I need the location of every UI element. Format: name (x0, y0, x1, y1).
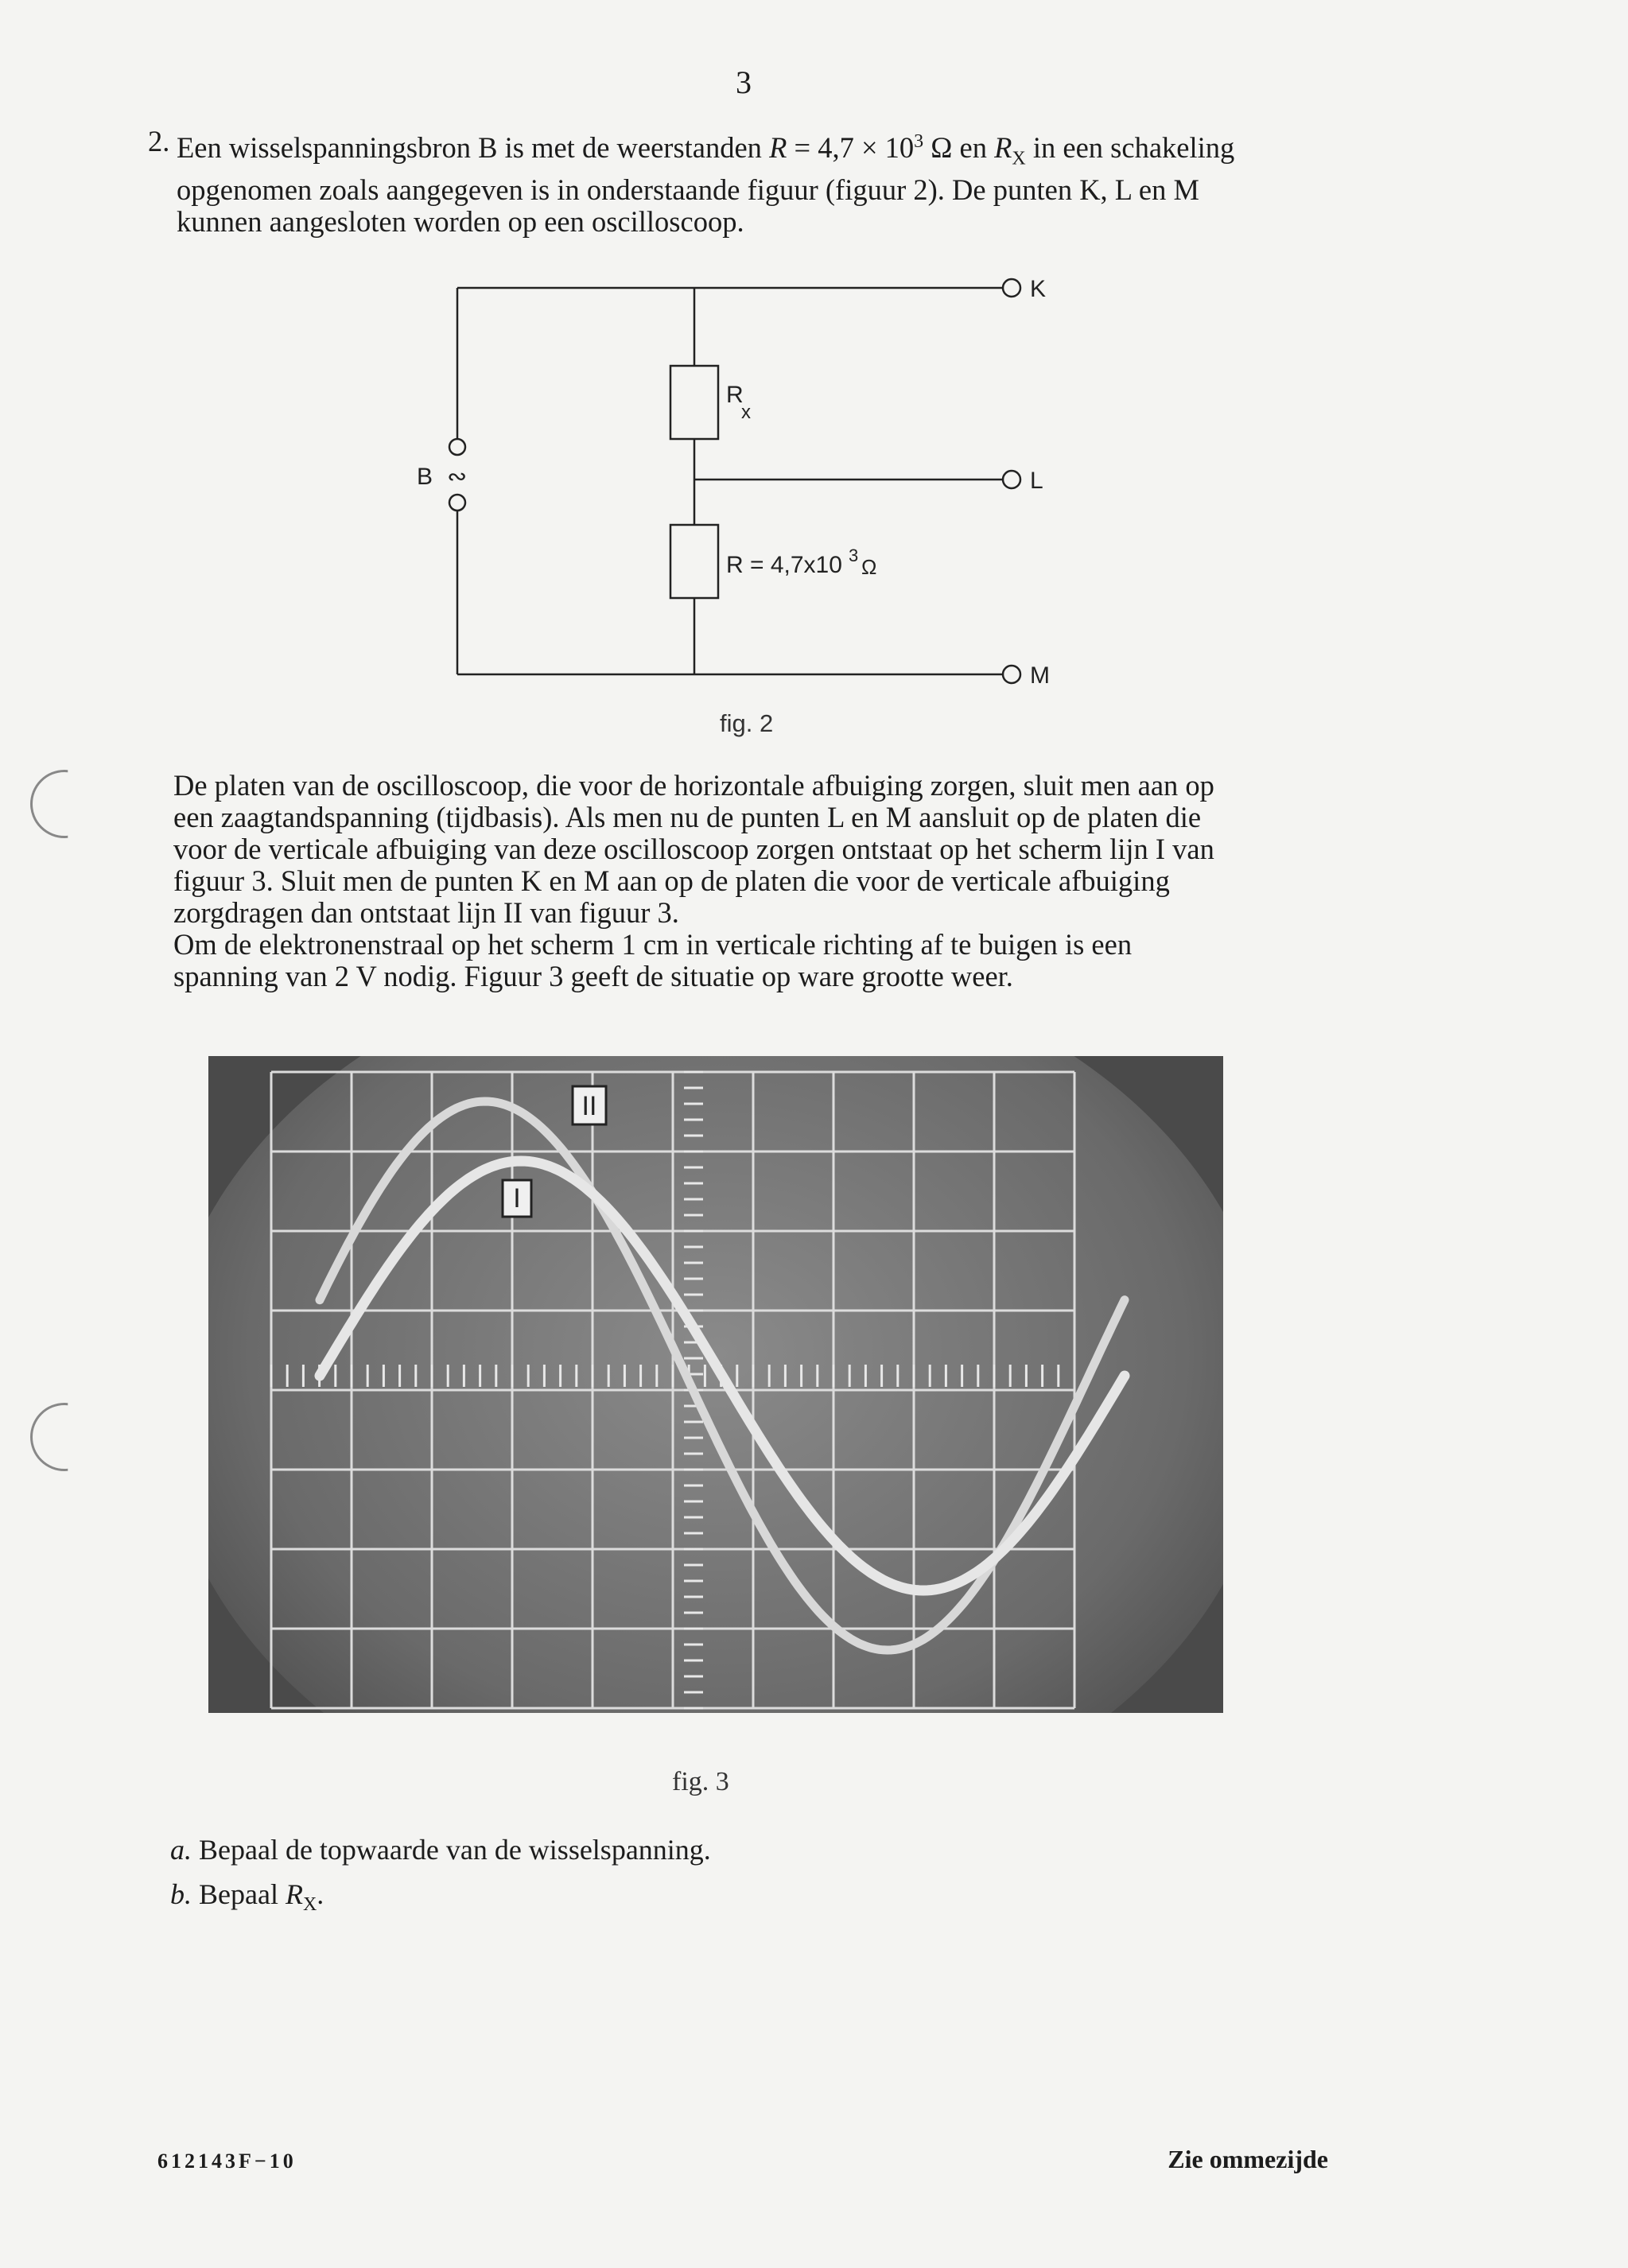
page-number: 3 (736, 64, 752, 100)
question-a-text: Bepaal de topwaarde van de wisselspanning. (199, 1834, 711, 1866)
question-a-letter: a. (170, 1834, 192, 1866)
intro-line-2: opgenomen zoals aangegeven is in onderstaande figuur (figuur 2). De punten K, L en M (177, 173, 1199, 207)
body-line-4: figuur 3. Sluit men de punten K en M aan op de platen die voor de verticale afbuiging (173, 864, 1170, 897)
screen-face (208, 1056, 1223, 1713)
question-b-sub: X (302, 1894, 317, 1916)
body-text (173, 770, 1382, 992)
var-Rx-sub: X (1012, 148, 1026, 169)
punch-hole-bottom (30, 1403, 99, 1471)
resistor-rx (670, 366, 718, 439)
label-rx: R (726, 382, 744, 408)
label-b: B (417, 464, 433, 490)
source-terminal-top (449, 439, 465, 455)
label-rx-sub: x (741, 402, 751, 423)
body-line-2: een zaagtandspanning (tijdbasis). Als men nu de punten L en M aansluit op de platen die (173, 801, 1202, 833)
oscilloscope-screen (208, 1056, 1223, 1713)
label-ii: II (581, 1091, 597, 1121)
source-terminal-bottom (449, 495, 465, 511)
fig2-caption: fig. 2 (720, 709, 774, 737)
terminal-k (1003, 279, 1020, 297)
label-ii-box (573, 1086, 606, 1124)
body-line-5: zorgdragen dan ontstaat lijn II van figuur 3. (173, 896, 679, 929)
question-b-var: R (285, 1878, 303, 1910)
question-b-text: Bepaal (199, 1878, 278, 1910)
fig3-caption: fig. 3 (672, 1767, 729, 1796)
label-r: R = 4,7x10 (726, 552, 842, 578)
question-b-letter: b. (170, 1878, 192, 1910)
circuit-diagram (398, 262, 1113, 708)
intro-eq: = 4,7 × 10 (794, 131, 915, 165)
label-i-box (503, 1180, 531, 1217)
terminal-l (1003, 471, 1020, 488)
label-r-unit: Ω (861, 555, 877, 579)
question-intro (148, 125, 1377, 239)
var-R: R (769, 131, 787, 165)
intro-line-1 (153, 126, 1377, 174)
intro-unit: Ω en (931, 131, 987, 165)
intro-text: Een wisselspanningsbron B is met de weerstanden (177, 131, 762, 165)
footer-code: 612143F−10 (157, 2150, 297, 2173)
var-Rx: R (994, 131, 1012, 165)
intro-text-end: in een schakeling (1032, 131, 1235, 165)
punch-hole-top (30, 770, 99, 838)
question-number: 2. (148, 125, 170, 157)
label-r-exp: 3 (849, 546, 859, 565)
source-symbol: ∾ (447, 464, 468, 490)
body-line-3: voor de verticale afbuiging van deze oscilloscoop zorgen ontstaat op het scherm lijn I van (173, 833, 1214, 865)
question-a (170, 1827, 1204, 1872)
intro-exp: 3 (914, 131, 924, 152)
terminal-m (1003, 666, 1020, 683)
label-i: I (513, 1183, 521, 1214)
label-l: L (1030, 468, 1043, 494)
question-b (170, 1872, 1204, 1927)
label-k: K (1030, 276, 1047, 302)
sub-questions (170, 1827, 1204, 1927)
body-line-6: Om de elektronenstraal op het scherm 1 cm in verticale richting af te buigen is een (173, 928, 1133, 961)
intro-line-3: kunnen aangesloten worden op een oscilloscoop. (177, 205, 744, 239)
question-b-end: . (317, 1878, 324, 1910)
label-m: M (1030, 662, 1050, 689)
resistor-r (670, 525, 718, 598)
body-line-7: spanning van 2 V nodig. Figuur 3 geeft de situatie op ware grootte weer. (173, 960, 1013, 992)
footer-next: Zie ommezijde (1168, 2145, 1328, 2173)
body-line-1: De platen van de oscilloscoop, die voor de horizontale afbuiging zorgen, sluit men aan op (173, 769, 1214, 802)
